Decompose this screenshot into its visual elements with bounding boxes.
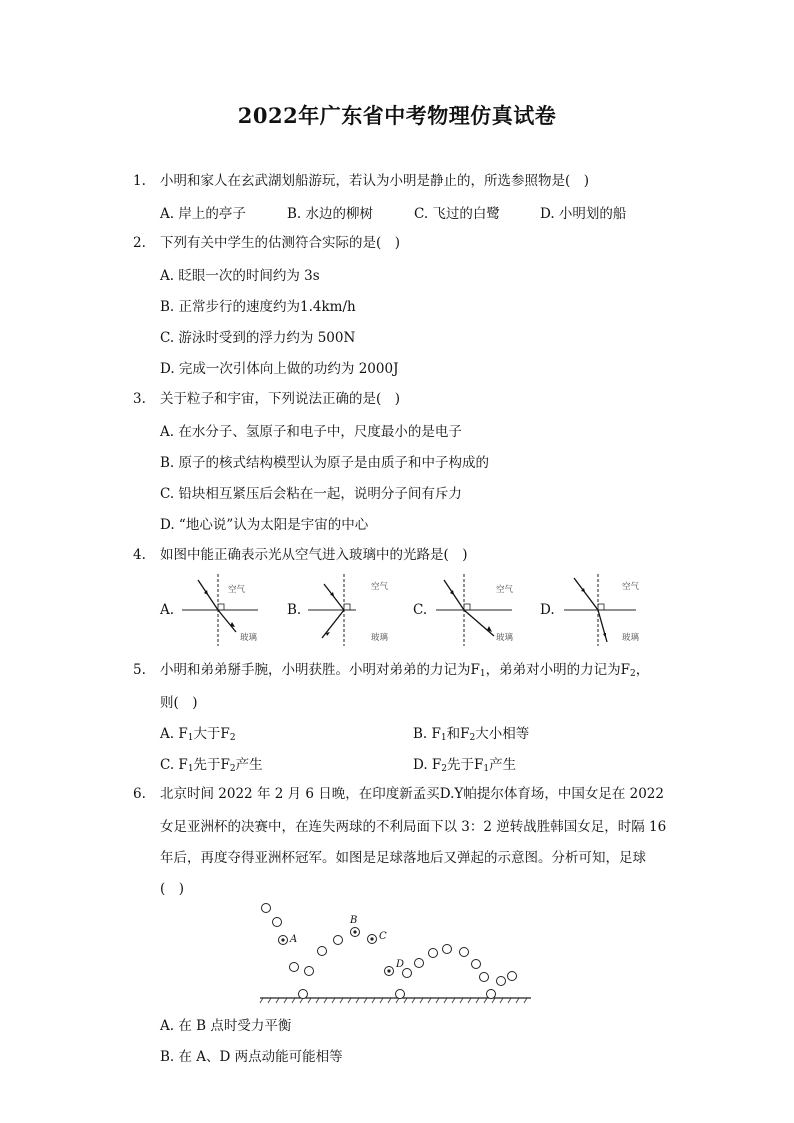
q5-option-a: A. $F_1$大于$F_2$ — [160, 726, 236, 743]
q5-option-d: D. $F_2$先于$F_1$产生 — [413, 757, 517, 774]
label-d: D — [396, 959, 405, 970]
q3-option-a: A. 在水分子、氢原子和电子中，尺度最小的是电子 — [160, 424, 462, 440]
question-stem-continued: 女足亚洲杯的决赛中，在连失两球的不利局面下以 3：2 逆转战胜韩国女足，时隔 16 — [160, 819, 667, 835]
glass-label: 玻璃 — [371, 633, 389, 643]
q6-option-b: B. 在 A、D 两点动能可能相等 — [160, 1049, 343, 1065]
question-number: 6. — [133, 786, 146, 802]
q4-option-d: D. — [540, 602, 555, 618]
air-label: 空气 — [622, 582, 640, 592]
question-stem: 北京时间 2022 年 2 月 6 日晚，在印度新孟买D.Y帕提尔体育场，中国女足在 2022 — [160, 786, 664, 802]
glass-label: 玻璃 — [622, 633, 640, 643]
question-stem-continued: 则( ) — [160, 695, 198, 711]
question-stem: 下列有关中学生的估测符合实际的是( ) — [160, 235, 401, 251]
ball-point-d — [385, 967, 394, 976]
bouncing-ball-figure — [255, 895, 540, 1007]
question-number: 1. — [133, 173, 146, 189]
air-label: 空气 — [228, 585, 246, 595]
question-number: 4. — [133, 547, 146, 563]
q5-option-c: C. $F_1$先于$F_2$产生 — [160, 757, 263, 774]
label-a: A — [290, 934, 298, 945]
q4-option-b: B. — [287, 602, 302, 618]
q5-option-b: B. $F_1$和$F_2$大小相等 — [413, 726, 530, 743]
q2-option-d: D. 完成一次引体向上做的功约为 2000J — [160, 361, 399, 377]
ball-point-a — [279, 936, 288, 945]
question-stem: 关于粒子和宇宙，下列说法正确的是( ) — [160, 391, 401, 407]
question-stem-continued: ( ) — [160, 881, 185, 897]
glass-label: 玻璃 — [496, 633, 514, 643]
q6-option-a: A. 在 B 点时受力平衡 — [160, 1018, 292, 1034]
q1-option-b: B. 水边的柳树 — [287, 206, 374, 222]
ball-point-c — [368, 935, 377, 944]
page-title: 2022年广东省中考物理仿真试卷 — [237, 103, 557, 128]
question-stem-continued: 年后，再度夺得亚洲杯冠军。如图是足球落地后又弹起的示意图。分析可知，足球 — [160, 850, 646, 866]
q1-option-c: C. 飞过的白鹭 — [414, 206, 500, 222]
q3-option-d: D. “地心说”认为太阳是宇宙的中心 — [160, 517, 369, 533]
q3-option-b: B. 原子的核式结构模型认为原子是由质子和中子构成的 — [160, 455, 490, 471]
q2-option-c: C. 游泳时受到的浮力约为 500N — [160, 330, 356, 346]
glass-label: 玻璃 — [240, 633, 258, 643]
question-number: 2. — [133, 235, 146, 251]
question-number: 3. — [133, 391, 146, 407]
q2-option-a: A. 眨眼一次的时间约为 3s — [160, 268, 320, 284]
q1-option-d: D. 小明划的船 — [540, 206, 627, 222]
q1-option-a: A. 岸上的亭子 — [160, 206, 246, 222]
question-number: 5. — [133, 662, 146, 678]
question-stem: 小明和家人在玄武湖划船游玩，若认为小明是静止的，所选参照物是( ) — [160, 173, 590, 189]
air-label: 空气 — [371, 582, 389, 592]
question-stem: 小明和弟弟掰手腕，小明获胜。小明对弟弟的力记为$F_1$，弟弟对小明的力记为$F_2$， — [160, 662, 650, 679]
q4-option-a: A. — [160, 602, 175, 618]
question-stem: 如图中能正确表示光从空气进入玻璃中的光路是( ) — [160, 547, 468, 563]
label-b: B — [350, 915, 358, 926]
air-label: 空气 — [496, 585, 514, 595]
ball-point-b — [351, 928, 360, 937]
q4-option-c: C. — [413, 602, 428, 618]
label-c: C — [379, 931, 387, 942]
q3-option-c: C. 铅块相互紧压后会粘在一起，说明分子间有斥力 — [160, 486, 462, 502]
q2-option-b: B. 正常步行的速度约为1.4km/h — [160, 299, 356, 315]
